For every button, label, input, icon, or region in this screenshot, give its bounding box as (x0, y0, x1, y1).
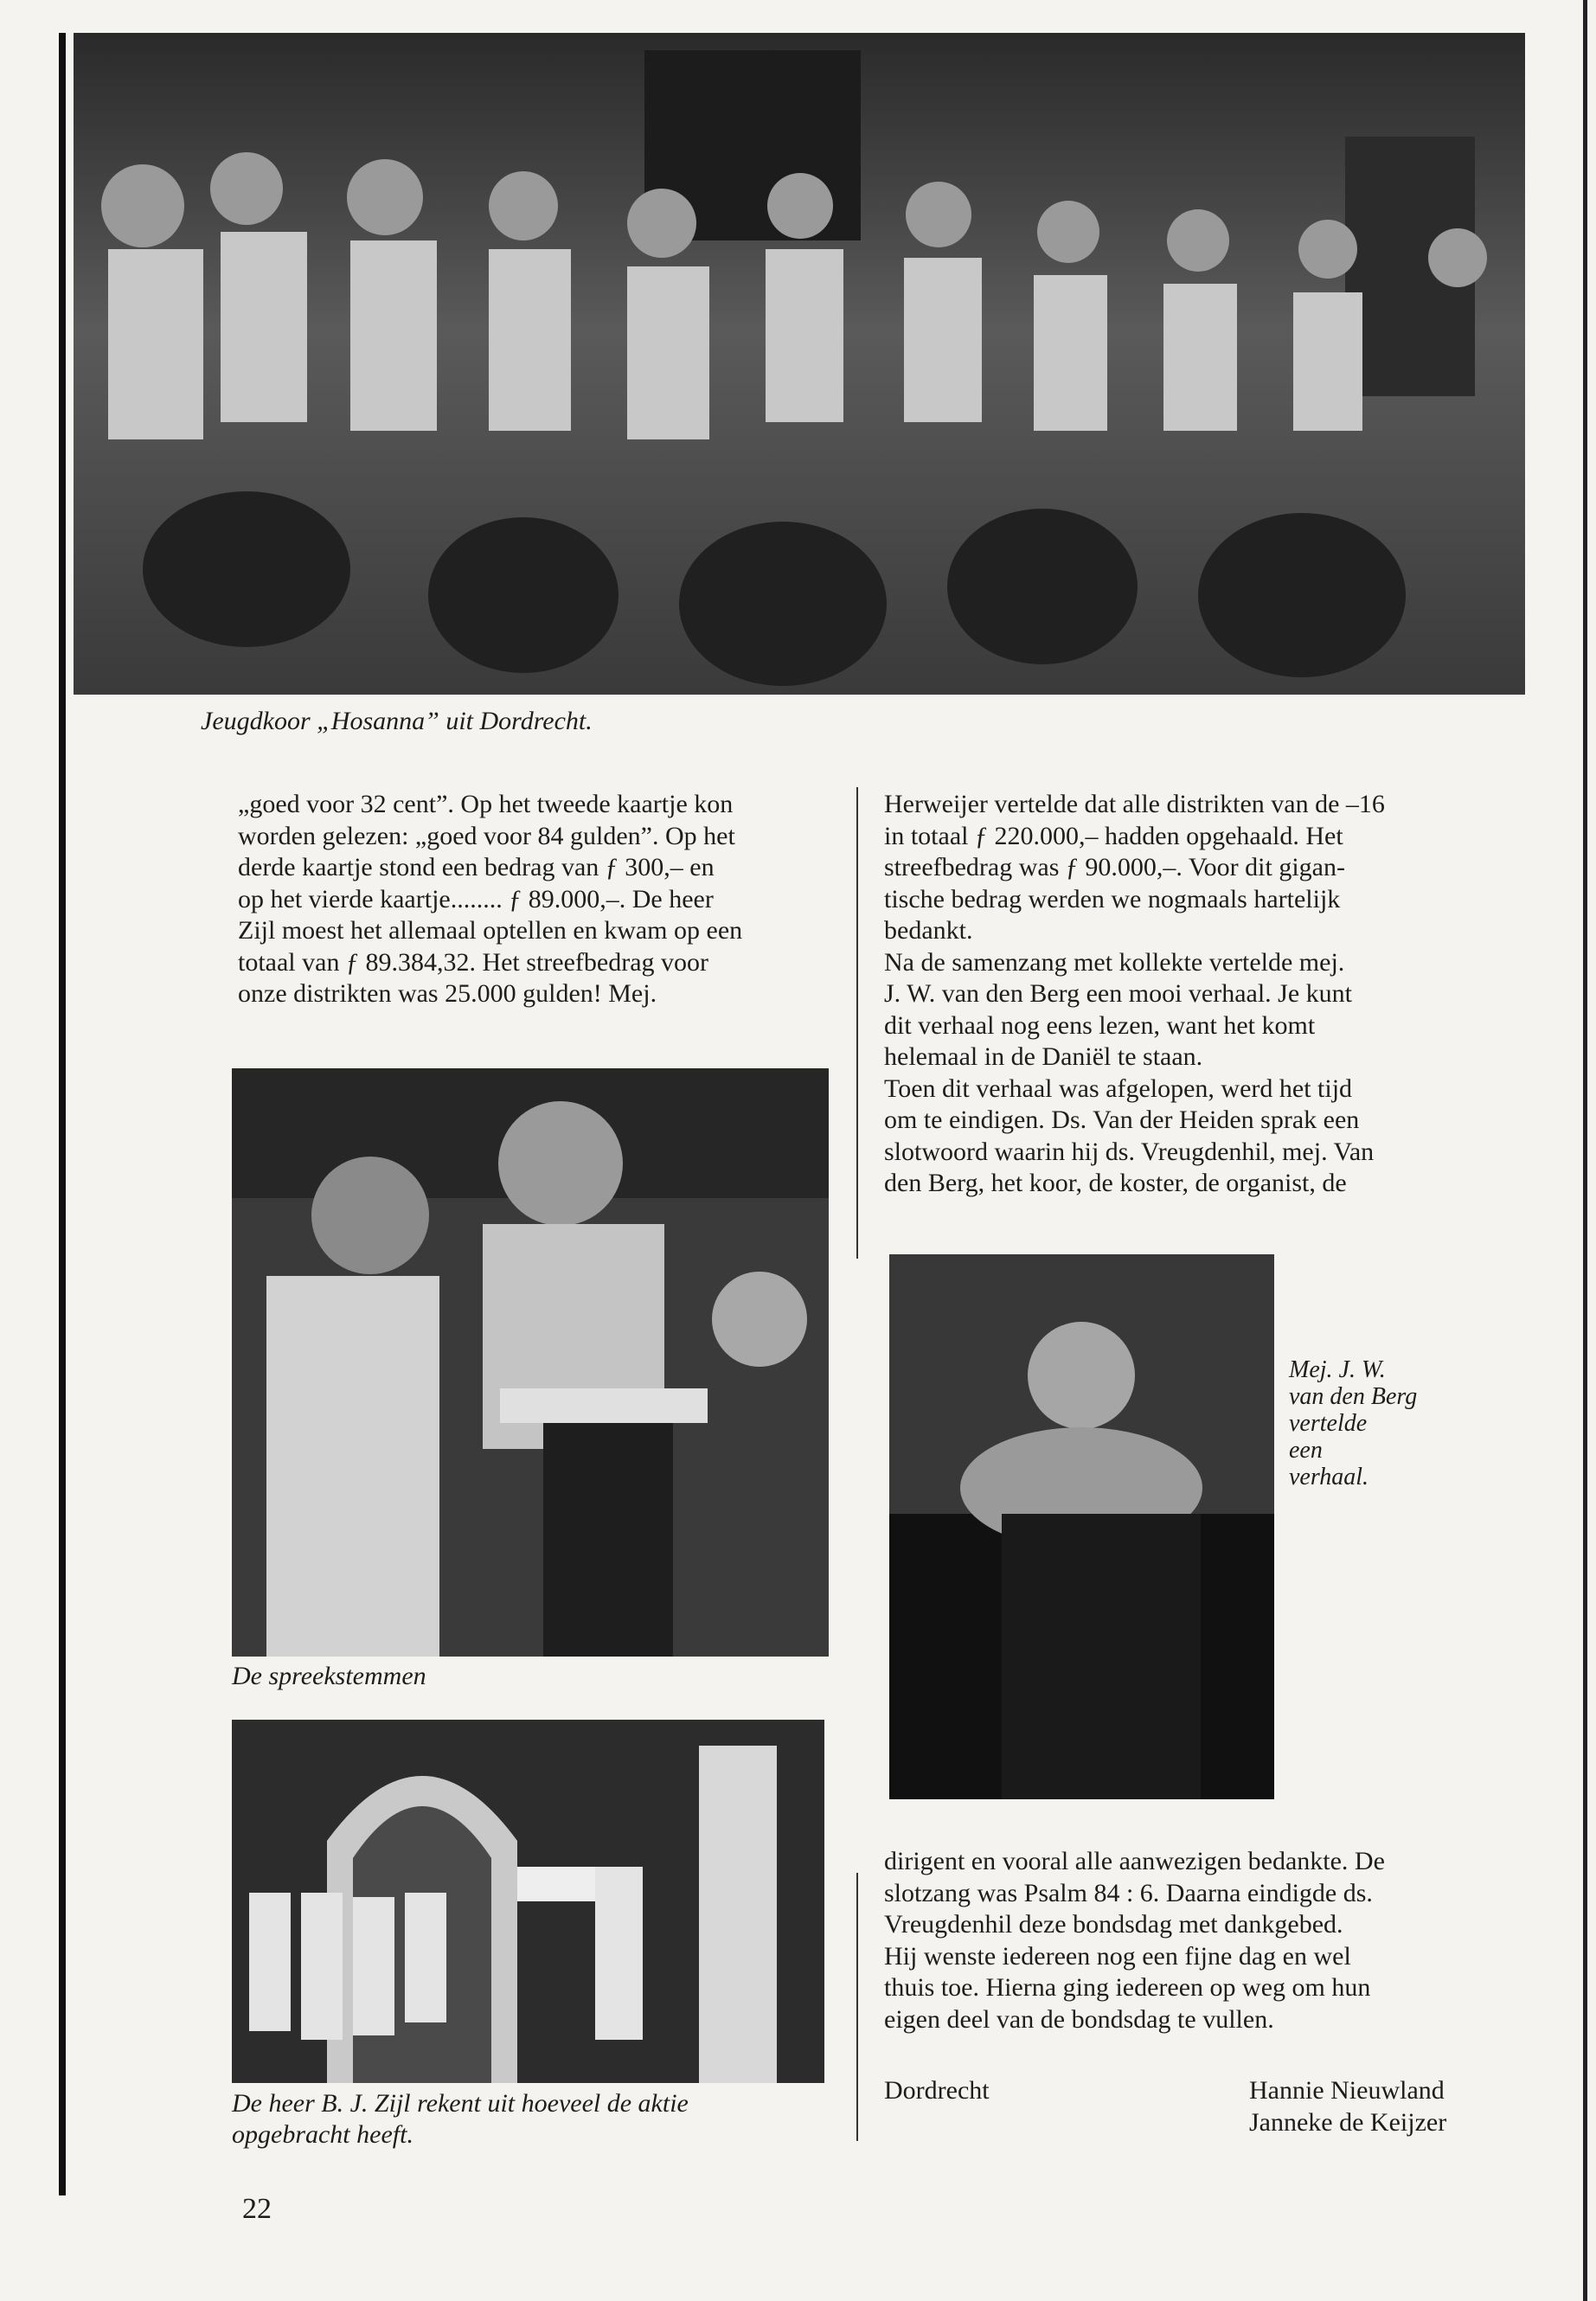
page-edge-right (1583, 0, 1587, 2301)
text-line: slotzang was Psalm 84 : 6. Daarna eindigde ds. (884, 1878, 1373, 1907)
zijl-photo-image (232, 1720, 824, 2083)
berg-photo-image (889, 1254, 1274, 1799)
caption-line: verhaal. (1289, 1464, 1369, 1490)
text-line: Hij wenste iedereen nog een fijne dag en wel (884, 1941, 1351, 1971)
right-column-bottom-text (884, 1846, 1507, 2035)
column-divider-bottom (856, 1873, 858, 2141)
left-column-text (238, 789, 826, 1010)
text-line: bedankt. (884, 916, 973, 945)
signature-authors (1249, 2074, 1446, 2138)
caption-line: opgebracht heeft. (232, 2120, 413, 2149)
zijl-photo (232, 1720, 824, 2083)
choir-caption: Jeugdkoor „Hosanna” uit Dordrecht. (201, 707, 593, 735)
text-line: in totaal ƒ 220.000,– hadden opgehaald. Het (884, 821, 1343, 850)
text-line: helemaal in de Daniël te staan. (884, 1042, 1203, 1071)
text-line: op het vierde kaartje........ ƒ 89.000,–. De heer (238, 884, 714, 913)
page-number: 22 (242, 2193, 272, 2225)
text-line: Herweijer vertelde dat alle distrikten van de –16 (884, 790, 1385, 818)
text-line: dirigent en vooral alle aanwezigen bedankte. De (884, 1847, 1385, 1875)
text-line: J. W. van den Berg een mooi verhaal. Je kunt (884, 979, 1352, 1008)
text-line: onze distrikten was 25.000 gulden! Mej. (238, 979, 657, 1008)
text-line: Toen dit verhaal was afgelopen, werd het tijd (884, 1074, 1353, 1103)
text-line: streefbedrag was ƒ 90.000,–. Voor dit gigan- (884, 853, 1345, 881)
text-line: worden gelezen: „goed voor 84 gulden”. Op het (238, 821, 735, 850)
page-edge-left (59, 33, 66, 2195)
text-line: den Berg, het koor, de koster, de organist, de (884, 1169, 1347, 1197)
spreekstemmen-photo (232, 1068, 829, 1657)
text-line: derde kaartje stond een bedrag van ƒ 300,– en (238, 853, 715, 881)
author-name: Janneke de Keijzer (1249, 2108, 1447, 2137)
text-line: tische bedrag werden we nogmaals hartelijk (884, 884, 1341, 913)
text-line: eigen deel van de bondsdag te vullen. (884, 2004, 1274, 2034)
text-line: om te eindigen. Ds. Van der Heiden sprak een (884, 1106, 1360, 1134)
text-line: totaal van ƒ 89.384,32. Het streefbedrag voor (238, 947, 708, 977)
spreekstemmen-caption: De spreekstemmen (232, 1662, 426, 1690)
text-line: „goed voor 32 cent”. Op het tweede kaartje kon (238, 790, 734, 818)
text-line: Na de samenzang met kollekte vertelde mej. (884, 947, 1345, 977)
text-line: Vreugdenhil deze bondsdag met dankgebed. (884, 1910, 1343, 1939)
berg-caption (1289, 1356, 1417, 1490)
caption-line: De heer B. J. Zijl rekent uit hoeveel de aktie (232, 2089, 689, 2118)
author-name: Hannie Nieuwland (1249, 2076, 1445, 2105)
choir-photo-image (74, 33, 1525, 695)
caption-line: Mej. J. W. (1289, 1356, 1386, 1383)
right-column-top-text (884, 789, 1507, 1200)
text-line: slotwoord waarin hij ds. Vreugdenhil, mej. Van (884, 1137, 1375, 1166)
choir-photo (74, 33, 1525, 695)
caption-line: van den Berg (1289, 1383, 1418, 1410)
spreekstemmen-photo-image (232, 1068, 829, 1657)
caption-line: een (1289, 1437, 1323, 1464)
zijl-caption (232, 2088, 689, 2150)
caption-line: vertelde (1289, 1410, 1368, 1437)
text-line: thuis toe. Hierna ging iedereen op weg om hun (884, 1973, 1371, 2002)
column-divider-top (856, 787, 858, 1259)
text-line: Zijl moest het allemaal optellen en kwam op een (238, 916, 743, 945)
text-line: dit verhaal nog eens lezen, want het komt (884, 1010, 1316, 1040)
signature-place: Dordrecht (884, 2076, 990, 2105)
berg-photo (889, 1254, 1274, 1799)
